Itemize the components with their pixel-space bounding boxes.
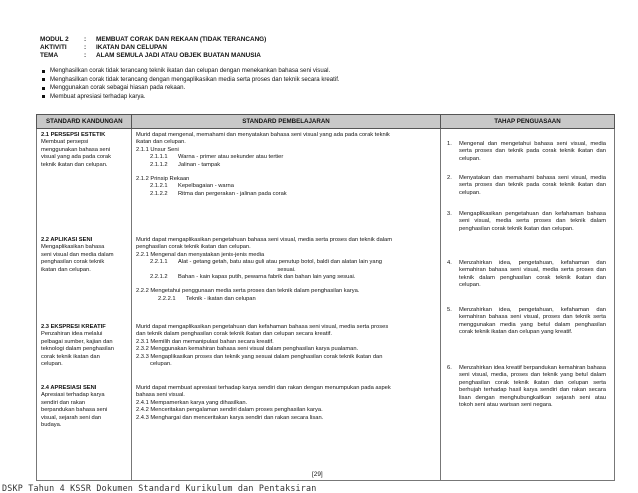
- objective-item: Menggunakan corak sebagai hiasan pada rekaan.: [40, 84, 340, 93]
- kandungan-block-2-2: [41, 237, 128, 274]
- item-text: Menzahirkan idea kreatif berpandukan kemahiran bahasa seni visual, media, proses dan teknik yang betul dalam penghasilan corak teknik ikatan dan celupan serta berhujah terhadap hasil karya sendiri dan rakan secara lisan dengan menghubungkaitkan sejarah seni atau tokoh seni atau warisan seni negara.: [459, 365, 606, 409]
- item-text: Kepelbagaian - warna: [178, 183, 234, 190]
- penguasaan-item: [447, 365, 606, 409]
- kandungan-line: visual yang ada pada corak: [41, 154, 112, 161]
- standards-table: [36, 114, 615, 481]
- pembelajaran-line: 2.4.3 Menghargai dan menceritakan karya sendiri dan rakan secara lisan.: [136, 414, 324, 421]
- pembelajaran-heading: 2.2.2 Mengetahui penggunaan media serta proses dan teknik dalam penghasilan karya.: [136, 288, 360, 295]
- item-number: 2.2.1.2: [150, 274, 168, 281]
- item-number: 3.: [447, 211, 452, 217]
- item-text: Jalinan - tampak: [178, 161, 221, 168]
- objective-item: Menghasilkan corak tidak terancang dengan mengaplikasikan media serta proses dan teknik secara kreatif.: [40, 76, 340, 85]
- header-key: TEMA: [40, 52, 59, 60]
- item-number: 2.1.1.2: [150, 161, 168, 168]
- module-header: [40, 36, 266, 61]
- item-number: 2.2.1.1: [150, 259, 168, 266]
- kandungan-line: sendiri dan rakan: [41, 399, 86, 406]
- item-text: Bahan - kain kapas putih, pewarna fabrik dan bahan lain yang sesuai.: [178, 274, 356, 281]
- item-number: 5.: [447, 307, 452, 313]
- pembelajaran-line: Murid dapat mengenal, memahami dan menyatakan bahasa seni visual yang ada pada corak teknik: [136, 132, 390, 138]
- pembelajaran-heading: 2.1.2 Prinsip Rekaan: [136, 176, 190, 183]
- pembelajaran-line: 2.3.2 Menggunakan kemahiran bahasa seni visual dalam penghasilan karya pualaman.: [136, 346, 359, 353]
- header-colon: :: [84, 36, 87, 43]
- header-value: MEMBUAT CORAK DAN REKAAN (TIDAK TERANCANG): [96, 36, 267, 43]
- pembelajaran-line: celupan.: [150, 361, 172, 368]
- pembelajaran-block-2-3: [136, 324, 437, 368]
- header-tahap-penguasaan: TAHAP PENGUASAAN: [441, 115, 615, 129]
- pembelajaran-line: 2.3.3 Mengaplikasikan proses dan teknik yang sesuai dalam penghasilan corak teknik ikatan dan: [136, 353, 383, 360]
- kandungan-line: seni visual dan media dalam: [41, 251, 114, 258]
- kandungan-line: teknik ikatan dan celupan.: [41, 161, 108, 168]
- kandungan-line: pelbagai sumber, kajian dan: [41, 338, 113, 345]
- pembelajaran-line: Murid dapat mengaplikasikan pengetahuan bahasa seni visual, media serta proses dan teknik dalam: [136, 237, 393, 243]
- pembelajaran-line: Murid dapat membuat apresiasi terhadap karya sendiri dan rakan dengan menumpukan pada aspek: [136, 385, 391, 391]
- item-number: 2.1.2.1: [150, 183, 168, 190]
- item-text: Menyatakan dan memahami bahasa seni visual, media serta proses dan teknik pada corak teknik ikatan dan celupan.: [459, 175, 606, 196]
- objective-item: Menghasilkan corak tidak terancang teknik ikatan dan celupan dengan menekankan bahasa seni visual.: [40, 67, 340, 76]
- pembelajaran-line: ikatan dan celupan.: [136, 139, 186, 146]
- pembelajaran-item: [136, 191, 437, 198]
- pembelajaran-heading: 2.1.1 Unsur Seni: [136, 146, 179, 153]
- table-row: [37, 129, 615, 481]
- pembelajaran-item: [136, 296, 437, 303]
- header-row-aktiviti: [40, 44, 266, 52]
- kandungan-title: 2.3 EKSPRESI KREATIF: [41, 324, 106, 330]
- header-key: MODUL 2: [40, 36, 69, 43]
- item-text: Menzahirkan idea, pengetahuan, kefahaman dan kemahiran bahasa seni visual, media serta proses dan teknik dalam penghasilan corak teknik ikatan dan celupan.: [459, 260, 606, 289]
- pembelajaran-cell: [132, 129, 441, 481]
- header-colon: :: [84, 52, 87, 60]
- penguasaan-item: [447, 307, 606, 337]
- kandungan-line: menggunakan bahasa seni: [41, 146, 111, 153]
- penguasaan-list: [447, 307, 606, 337]
- kandungan-line: berpandukan bahasa seni: [41, 407, 108, 414]
- pembelajaran-item: [136, 274, 437, 281]
- kandungan-line: Membuat persepsi: [41, 139, 89, 146]
- kandungan-block-2-3: [41, 324, 128, 368]
- pembelajaran-heading: 2.2.1 Mengenal dan menyatakan jenis-jenis media: [136, 251, 265, 258]
- kandungan-line: corak teknik ikatan dan: [41, 353, 100, 360]
- page-number: [29]: [312, 471, 323, 478]
- kandungan-block-2-1: [41, 132, 128, 169]
- kandungan-line: teknologi dalam penghasilan: [41, 346, 114, 353]
- item-text: Mengaplikasikan pengetahuan dan kefahaman bahasa seni visual, media serta proses dan teknik dalam penghasilan corak teknik ikatan dan celupan.: [459, 211, 606, 232]
- header-key: AKTIVITI: [40, 44, 67, 52]
- header-row-tema: [40, 52, 266, 60]
- kandungan-line: Apresiasi terhadap karya: [41, 392, 105, 399]
- penguasaan-item: [447, 141, 606, 163]
- pembelajaran-block-2-1: [136, 132, 437, 198]
- kandungan-line: Mengaplikasikan bahasa: [41, 244, 105, 251]
- pembelajaran-item: [136, 259, 437, 266]
- item-text: Warna - primer atau sekunder atau tertier: [178, 154, 284, 161]
- header-value: ALAM SEMULA JADI ATAU OBJEK BUATAN MANUSIA: [96, 52, 261, 60]
- header-value: IKATAN DAN CELUPAN: [96, 44, 168, 52]
- pembelajaran-line: Murid dapat mengaplikasikan pengetahuan dan kefahaman bahasa seni visual, media serta proses: [136, 324, 389, 330]
- pembelajaran-line: penghasilan corak teknik ikatan dan celupan.: [136, 244, 251, 251]
- pembelajaran-item: [136, 162, 437, 169]
- item-number: 4.: [447, 260, 452, 266]
- pembelajaran-block-2-4: [136, 385, 437, 422]
- penguasaan-list: [447, 365, 606, 409]
- pembelajaran-item: [136, 154, 437, 161]
- kandungan-cell: [37, 129, 132, 481]
- kandungan-line: penghasilan corak teknik: [41, 259, 105, 266]
- item-number: 2.1.1.1: [150, 154, 168, 161]
- objectives-list: [40, 67, 340, 101]
- kandungan-title: 2.1 PERSEPSI ESTETIK: [41, 132, 106, 138]
- penguasaan-cell: [441, 129, 615, 481]
- kandungan-block-2-4: [41, 385, 128, 429]
- item-text: Menzahirkan idea, pengetahuan, kefahaman dan kemahiran bahasa seni visual, proses dan teknik serta menggunakan media yang betul dalam penghasilan corak teknik ikatan dan celupan yang kreatif.: [459, 307, 606, 336]
- pembelajaran-line: 2.4.2 Menceritakan pengalaman sendiri dalam proses penghasilan karya.: [136, 407, 323, 414]
- item-number: 2.2.2.1: [158, 295, 176, 302]
- kandungan-line: celupan.: [41, 361, 63, 368]
- penguasaan-item: [447, 260, 606, 290]
- pembelajaran-line: dan teknik dalam penghasilan corak teknik ikatan dan celupan secara kreatif.: [136, 331, 332, 338]
- penguasaan-list: [447, 175, 606, 197]
- kandungan-line: Penzahiran idea melalui: [41, 331, 103, 338]
- kandungan-line: budaya.: [41, 422, 62, 429]
- item-number: 2.1.2.2: [150, 190, 168, 197]
- kandungan-line: visual, sejarah seni dan: [41, 414, 102, 421]
- item-number: 2.: [447, 175, 452, 181]
- pembelajaran-line: bahasa seni visual.: [136, 392, 185, 399]
- item-number: 6.: [447, 365, 452, 371]
- header-colon: :: [84, 44, 87, 52]
- kandungan-title: 2.2 APLIKASI SENI: [41, 237, 93, 243]
- pembelajaran-line: 2.4.1 Mempamerkan karya yang dihasilkan.: [136, 399, 248, 406]
- penguasaan-list: [447, 211, 606, 233]
- kandungan-line: ikatan dan celupan.: [41, 266, 91, 273]
- pembelajaran-block-2-2: [136, 237, 437, 303]
- penguasaan-item: [447, 175, 606, 197]
- header-row-modul: [40, 36, 266, 44]
- objective-item: Membuat apresiasi terhadap karya.: [40, 93, 340, 102]
- item-text: Teknik - ikatan dan celupan: [186, 295, 256, 302]
- penguasaan-list: [447, 260, 606, 290]
- pembelajaran-item: [136, 183, 437, 190]
- pembelajaran-line: 2.3.1 Memilih dan memanipulasi bahan secara kreatif.: [136, 338, 274, 345]
- item-text: Mengenal dan mengetahui bahasa seni visual, media serta proses dan teknik pada corak teknik ikatan dan celupan.: [459, 141, 606, 162]
- document-footer: DSKP Tahun 4 KSSR Dokumen Standard Kurikulum dan Pentaksiran: [2, 483, 317, 493]
- item-text: Ritma dan pergerakan - jalinan pada corak: [178, 190, 287, 197]
- table-header-row: [37, 115, 615, 129]
- penguasaan-list: [447, 141, 606, 163]
- header-standard-kandungan: STANDARD KANDUNGAN: [37, 115, 132, 129]
- item-text: Alat - getang getah, batu atau guli atau penutup botol, baldi dan alatan lain yang: [178, 259, 382, 266]
- item-number: 1.: [447, 141, 452, 147]
- header-standard-pembelajaran: STANDARD PEMBELAJARAN: [132, 115, 441, 129]
- kandungan-title: 2.4 APRESIASI SENI: [41, 385, 97, 391]
- penguasaan-item: [447, 211, 606, 233]
- item-continuation: sesuai.: [277, 266, 296, 273]
